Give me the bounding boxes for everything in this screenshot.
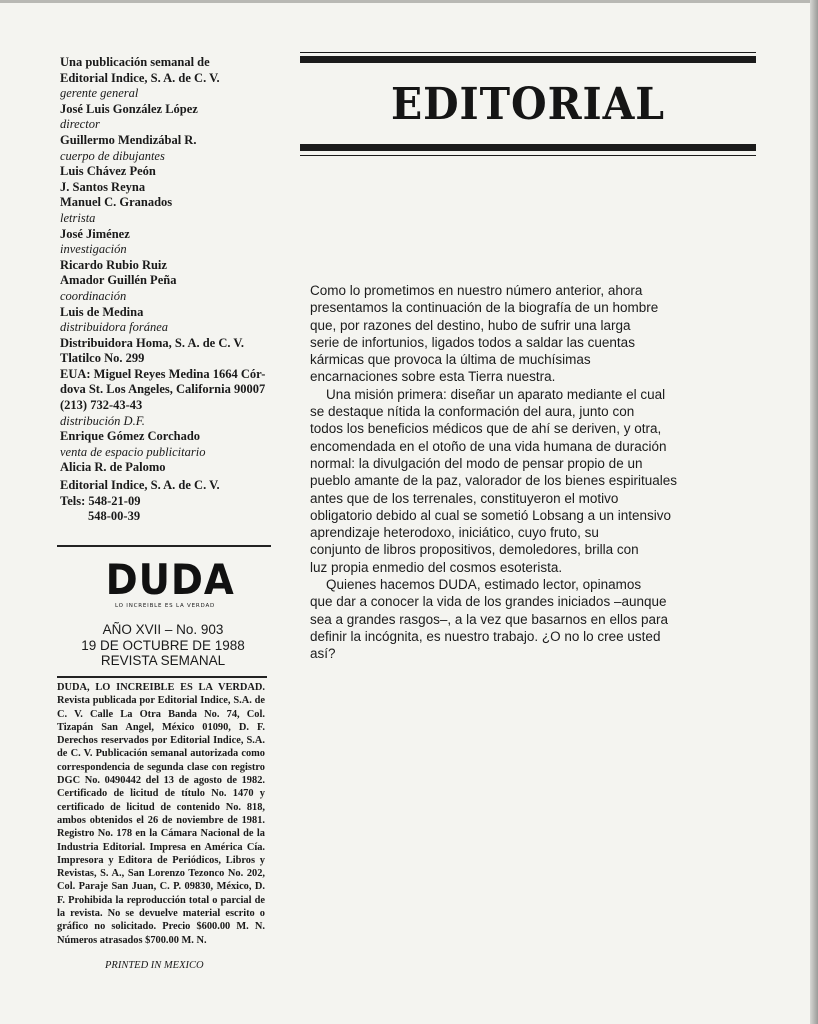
role-label: cuerpo de dibujantes xyxy=(60,148,165,163)
body-line: que dar a conocer la vida de los grandes iniciados –aunque xyxy=(310,594,667,610)
body-line: normal: la divulgación del modo de pensar propio de un xyxy=(310,455,643,471)
editorial-body xyxy=(310,282,690,663)
phone-line: 548-00-39 xyxy=(88,509,141,524)
phone-line: Tels: 548-21-09 xyxy=(60,493,141,508)
body-line: conjunto de libros propositivos, demoledores, brilla con xyxy=(310,542,639,558)
role-label: coordinación xyxy=(60,288,127,303)
issue-frequency: REVISTA SEMANAL xyxy=(100,653,226,668)
role-label: venta de espacio publicitario xyxy=(60,444,206,459)
body-line: antes que de los terrenales, constituyeron el motivo xyxy=(310,490,619,506)
issue-info xyxy=(58,622,268,669)
credit-name: J. Santos Reyna xyxy=(60,179,146,194)
body-line: presentamos la continuación de la biografía de un hombre xyxy=(310,300,659,316)
page-top-edge xyxy=(0,0,818,3)
page-edge-shadow xyxy=(810,0,818,1024)
body-line: sea a grandes rasgos–, a la vez que basarnos en ellos para xyxy=(310,611,668,627)
role-label: investigación xyxy=(60,242,127,257)
body-line: kármicas que provoca la última de muchísimas xyxy=(310,352,591,368)
body-line: se destaque nítida la conformación del aura, junto con xyxy=(310,404,635,420)
printed-in: PRINTED IN MEXICO xyxy=(105,960,204,971)
duda-logo xyxy=(100,555,235,609)
publisher-line: Editorial Indice, S. A. de C. V. xyxy=(60,478,220,493)
publisher-line: Una publicación semanal de xyxy=(60,55,210,69)
issue-number: AÑO XVII – No. 903 xyxy=(102,622,224,637)
body-line: Como lo prometimos en nuestro número anterior, ahora xyxy=(310,283,643,298)
divider xyxy=(57,676,267,678)
credit-name: Distribuidora Homa, S. A. de C. V. xyxy=(60,335,244,350)
credits-column xyxy=(60,55,275,525)
credit-name: Guillermo Mendizábal R. xyxy=(60,132,197,147)
credit-name: Ricardo Rubio Ruiz xyxy=(60,257,167,272)
body-line: pueblo amante de la paz, valorador de los bienes espirituales xyxy=(310,473,677,489)
divider xyxy=(57,545,271,547)
credit-name: Luis Chávez Peón xyxy=(60,164,156,179)
legal-notice: DUDA, LO INCREIBLE ES LA VERDAD. Revista publicada por Editorial Indice, S.A. de C. V. Calle La Otra Banda No. 74, Col. Tizapán San Angel, México 01090, D. F. Derechos reservados por Editorial Indice, S.A. de C. V. Publicación semanal autorizada como correspondencia de segunda clase con registro DGC No. 0490442 del 13 de agosto de 1982. Certificado de licitud de título No. 1470 y certificado de licitud de contenido No. 818, ambos obtenidos el 26 de noviembre de 1981. Registro No. 178 en la Cámara Nacional de la Industria Editorial. Impresa en América Cía. Impresora y Editora de Periódicos, Libros y Revistas, S. A., San Lorenzo Tezonco No. 202, Col. Paraje San Juan, C. P. 09830, México, D. F. Prohibida la reproducción total o parcial de la revista. No se devuelve material escrito o gráfico no solicitado. Precio $600.00 M. N. Números atrasados $700.00 M. N. xyxy=(57,682,265,946)
eua-address: EUA: Miguel Reyes Medina 1664 Cór- xyxy=(60,366,266,381)
title-rule-top xyxy=(300,56,756,63)
body-line: obligatorio debido al cual se sometió Lobsang a un intensivo xyxy=(310,507,671,523)
body-line: encarnaciones sobre esta Tierra nuestra. xyxy=(310,369,556,385)
credit-name: Manuel C. Granados xyxy=(60,195,173,210)
body-line: así? xyxy=(310,646,336,662)
body-line: definir la incógnita, es nuestro trabajo. ¿O no lo cree usted xyxy=(310,628,661,644)
logo-wordmark: DUDA xyxy=(105,555,235,604)
credit-name: Enrique Gómez Corchado xyxy=(60,429,201,444)
eua-address: (213) 732-43-43 xyxy=(60,398,143,413)
logo-tagline: LO INCREIBLE ES LA VERDAD xyxy=(114,603,216,609)
body-line: que, por razones del destino, hubo de sufrir una larga xyxy=(310,317,631,333)
role-label: distribución D.F. xyxy=(60,413,145,428)
eua-address: dova St. Los Angeles, California 90007 xyxy=(60,382,266,397)
body-line: todos los beneficios médicos que de ahí se deriven, y otra, xyxy=(310,421,662,437)
credit-name: Amador Guillén Peña xyxy=(60,273,177,288)
body-line: serie de infortunios, ligados todos a saldar las cuentas xyxy=(310,334,635,350)
credit-name: Luis de Medina xyxy=(60,304,144,319)
credit-name: Alicia R. de Palomo xyxy=(60,460,166,475)
credit-name: José Jiménez xyxy=(60,226,130,241)
role-label: gerente general xyxy=(60,86,139,101)
publisher-line: Editorial Indice, S. A. de C. V. xyxy=(60,70,220,85)
body-line: luz propia enmedio del cosmos esoterista. xyxy=(310,559,563,575)
credit-name: Tlatilco No. 299 xyxy=(60,351,145,366)
issue-date: 19 DE OCTUBRE DE 1988 xyxy=(81,637,245,653)
role-label: letrista xyxy=(60,210,96,225)
page-title: EDITORIAL xyxy=(391,79,665,130)
body-line: aprendizaje heterodoxo, iniciático, cuyo fruto, su xyxy=(310,525,599,541)
role-label: distribuidora foránea xyxy=(60,320,168,335)
role-label: director xyxy=(60,117,100,132)
credit-name: José Luis González López xyxy=(60,101,198,116)
title-rule-bottom xyxy=(300,144,756,151)
body-line: Una misión primera: diseñar un aparato mediante el cual xyxy=(326,386,666,402)
body-line: encomendada en el otoño de una vida humana de duración xyxy=(310,438,667,454)
body-line: Quienes hacemos DUDA, estimado lector, opinamos xyxy=(326,577,642,593)
